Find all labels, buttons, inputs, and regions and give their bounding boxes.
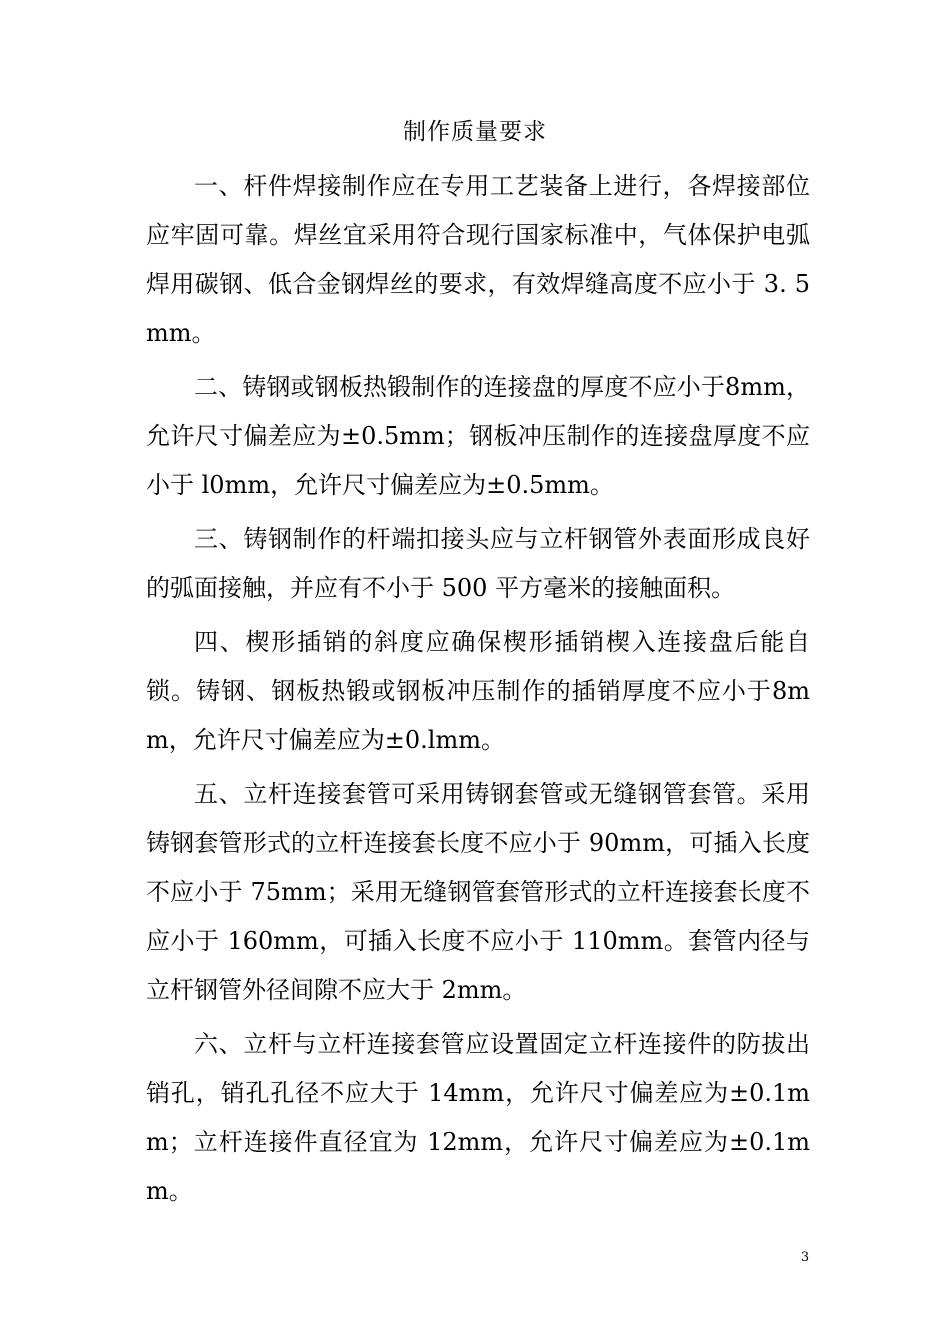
paragraph-2: 二、铸钢或钢板热锻制作的连接盘的厚度不应小于8mm，允许尺寸偏差应为±0.5mm；钢板冲压制作的连接盘厚度不应小于 l0mm，允许尺寸偏差应为±0.5mm。 xyxy=(146,373,810,499)
paragraph-6: 六、立杆与立杆连接套管应设置固定立杆连接件的防拔出销孔，销孔孔径不应大于 14mm，允许尺寸偏差应为±0.1mm；立杆连接件直径宜为 12mm，允许尺寸偏差应为±0.1mm。 xyxy=(146,1030,810,1205)
paragraph-5: 五、立杆连接套管可采用铸钢套管或无缝钢管套管。采用铸钢套管形式的立杆连接套长度不应小于 90mm，可插入长度不应小于 75mm；采用无缝钢管套管形式的立杆连接套长度不应小于 160mm，可插入长度不应小于 110mm。套管内径与立杆钢管外径间隙不应大于 2mm。 xyxy=(146,780,810,1004)
page-title: 制作质量要求 xyxy=(403,119,547,145)
page-number: 3 xyxy=(800,1250,810,1265)
paragraph-4: 四、楔形插销的斜度应确保楔形插销楔入连接盘后能自锁。铸钢、钢板热锻或钢板冲压制作的插销厚度不应小于8mm，允许尺寸偏差应为±0.lmm。 xyxy=(146,628,810,754)
paragraph-3: 三、铸钢制作的杆端扣接头应与立杆钢管外表面形成良好的弧面接触，并应有不小于 500 平方毫米的接触面积。 xyxy=(146,525,810,602)
document-body xyxy=(146,162,810,1221)
paragraph-1: 一、杆件焊接制作应在专用工艺装备上进行，各焊接部位应牢固可靠。焊丝宜采用符合现行国家标准中，气体保护电弧焊用碳钢、低合金钢焊丝的要求，有效焊缝高度不应小于 3. 5mm。 xyxy=(146,172,810,347)
